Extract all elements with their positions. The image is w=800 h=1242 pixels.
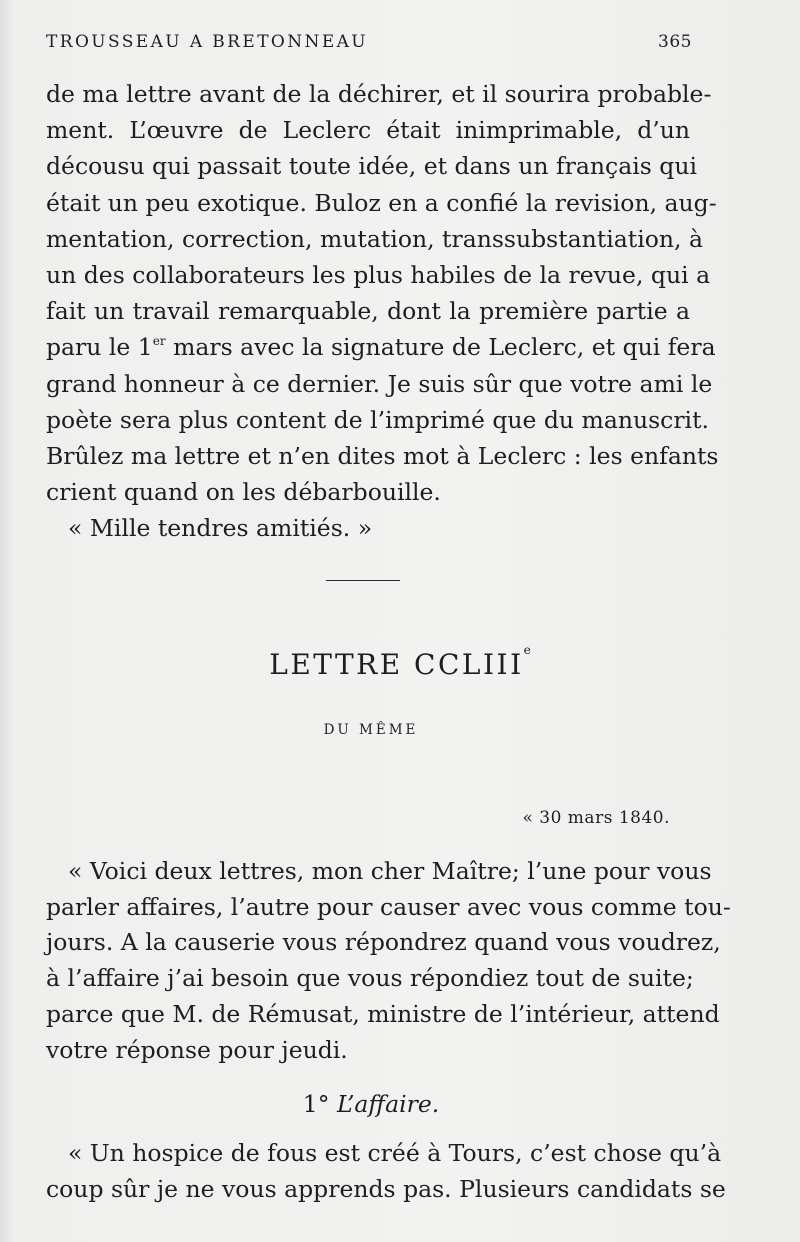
paragraph-3 <box>46 1136 726 1207</box>
text-line: « Un hospice de fous est créé à Tours, c’est chose qu’à <box>68 1139 722 1167</box>
text-line: jours. A la causerie vous répondrez quand vous voudrez, <box>46 928 721 957</box>
letter-title-text: LETTRE CCLIII <box>269 648 524 681</box>
paragraph-1 <box>46 76 719 547</box>
letter-title <box>0 642 800 681</box>
section-heading <box>0 1090 742 1118</box>
text-line: grand honneur à ce dernier. Je suis sûr que votre ami le <box>46 369 713 398</box>
letter-title-superscript: e <box>523 642 531 657</box>
text-line: de ma lettre avant de la déchirer, et il sourira probable- <box>46 80 712 108</box>
text-line-with-superscript <box>46 329 716 365</box>
text-line: décousu qui passait toute idée, et dans un français qui <box>46 152 697 181</box>
section-divider <box>326 580 400 581</box>
text-line: à l’affaire j’ai besoin que vous répondiez tout de suite; <box>46 964 694 993</box>
letter-date: « 30 mars 1840. <box>522 808 670 828</box>
text-line: poète sera plus content de l’imprimé que du manuscrit. <box>46 405 709 434</box>
section-title: L’affaire. <box>336 1090 440 1118</box>
text-line: crient quand on les débarbouille. <box>46 478 441 507</box>
text-fragment: mars avec la signature de Leclerc, et qui fera <box>165 333 716 362</box>
text-line: parler affaires, l’autre pour causer avec vous comme tou- <box>46 892 731 921</box>
text-line: Brûlez ma lettre et n’en dites mot à Leclerc : les enfants <box>46 442 719 471</box>
text-line: était un peu exotique. Buloz en a confié la revision, aug- <box>46 188 717 217</box>
letter-author-line: DU MÊME <box>323 722 419 738</box>
text-line: mentation, correction, mutation, transsubstantiation, à <box>46 224 703 253</box>
text-line: « Voici deux lettres, mon cher Maître; l’une pour vous <box>68 857 712 885</box>
closing-line: « Mille tendres amitiés. » <box>68 514 373 543</box>
running-head <box>46 32 692 52</box>
text-fragment: paru le 1 <box>46 333 153 362</box>
text-line: parce que M. de Rémusat, ministre de l’intérieur, attend <box>46 999 720 1028</box>
text-line: coup sûr je ne vous apprends pas. Plusieurs candidats se <box>46 1174 726 1203</box>
text-line: ment. L’œuvre de Leclerc était inimprimable, d’un <box>46 116 690 145</box>
running-head-title: TROUSSEAU A BRETONNEAU <box>46 32 369 52</box>
text-line: fait un travail remarquable, dont la première partie a <box>46 297 690 326</box>
ordinal-superscript: er <box>152 333 166 348</box>
page-number: 365 <box>658 32 692 52</box>
text-line: un des collaborateurs les plus habiles de la revue, qui a <box>46 261 711 290</box>
paragraph-2 <box>46 854 731 1068</box>
section-number: 1° <box>302 1090 330 1118</box>
text-line: votre réponse pour jeudi. <box>46 1035 348 1064</box>
